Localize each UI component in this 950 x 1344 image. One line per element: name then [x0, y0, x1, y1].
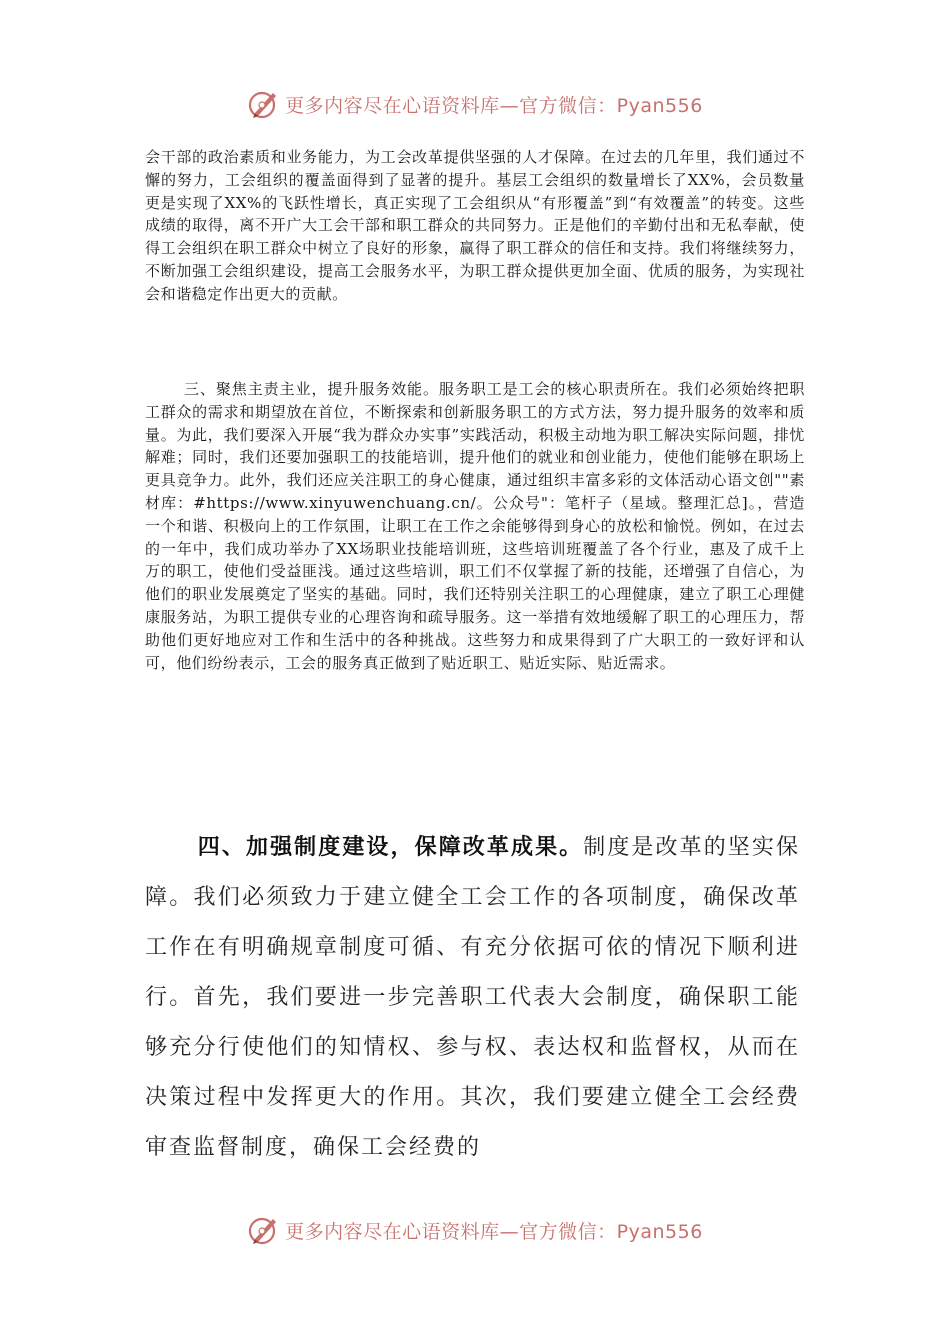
- watermark-text: 更多内容尽在心语资料库—官方微信：Pyan556: [285, 1220, 703, 1243]
- section-heading: 四、加强制度建设，保障改革成果。: [197, 834, 584, 860]
- watermark-text: 更多内容尽在心语资料库—官方微信：Pyan556: [285, 94, 703, 117]
- pen-in-circle-icon: [247, 1213, 281, 1247]
- paragraph-continuation: [145, 146, 805, 306]
- paragraph-text: 会干部的政治素质和业务能力，为工会改革提供坚强的人才保障。在过去的几年里，我们通过不懈的努力，工会组织的覆盖面得到了显著的提升。基层工会组织的数量增长了XX%，会员数量更是实现了XX%的飞跃性增长，真正实现了工会组织从“有形覆盖”到“有效覆盖”的转变。这些成绩的取得，离不开广大工会干部和职工群众的共同努力。正是他们的辛勤付出和无私奉献，使得工会组织在职工群众中树立了良好的形象，赢得了职工群众的信任和支持。我们将继续努力，不断加强工会组织建设，提高工会服务水平，为职工群众提供更加全面、优质的服务，为实现社会和谐稳定作出更大的贡献。: [145, 148, 805, 303]
- watermark-banner-top: [0, 84, 950, 124]
- pen-in-circle-icon: [247, 87, 281, 121]
- watermark-banner-bottom: [0, 1210, 950, 1250]
- paragraph-text: 制度是改革的坚实保障。我们必须致力于建立健全工会工作的各项制度，确保改革工作在有明确规章制度可循、有充分依据可依的情况下顺利进行。首先，我们要进一步完善职工代表大会制度，确保职工能够充分行使他们的知情权、参与权、表达权和监督权，从而在决策过程中发挥更大的作用。其次，我们要建立健全工会经费审查监督制度，确保工会经费的: [145, 835, 800, 1160]
- section-four-paragraph: [145, 822, 800, 1173]
- paragraph-text: 三、聚焦主责主业，提升服务效能。服务职工是工会的核心职责所在。我们必须始终把职工群众的需求和期望放在首位，不断探索和创新服务职工的方式方法，努力提升服务的效率和质量。为此，我们要深入开展“我为群众办实事”实践活动，积极主动地为职工解决实际问题，排忧解难；同时，我们还要加强职工的技能培训，提升他们的就业和创业能力，使他们能够在职场上更具竞争力。此外，我们还应关注职工的身心健康，通过组织丰富多彩的文体活动心语文创""素材库：#https://www.xinyuwenchuang.cn/。公众号"：笔杆子（星域。整理汇总]。，营造一个和谐、积极向上的工作氛围，让职工在工作之余能够得到身心的放松和愉悦。例如，在过去的一年中，我们成功举办了XX场职业技能培训班，这些培训班覆盖了各个行业，惠及了成千上万的职工，使他们受益匪浅。通过这些培训，职工们不仅掌握了新的技能，还增强了自信心，为他们的职业发展奠定了坚实的基础。同时，我们还特别关注职工的心理健康，建立了职工心理健康服务站，为职工提供专业的心理咨询和疏导服务。这一举措有效地缓解了职工的心理压力，帮助他们更好地应对工作和生活中的各种挑战。这些努力和成果得到了广大职工的一致好评和认可，他们纷纷表示，工会的服务真正做到了贴近职工、贴近实际、贴近需求。: [145, 380, 805, 672]
- section-three-paragraph: [145, 378, 805, 674]
